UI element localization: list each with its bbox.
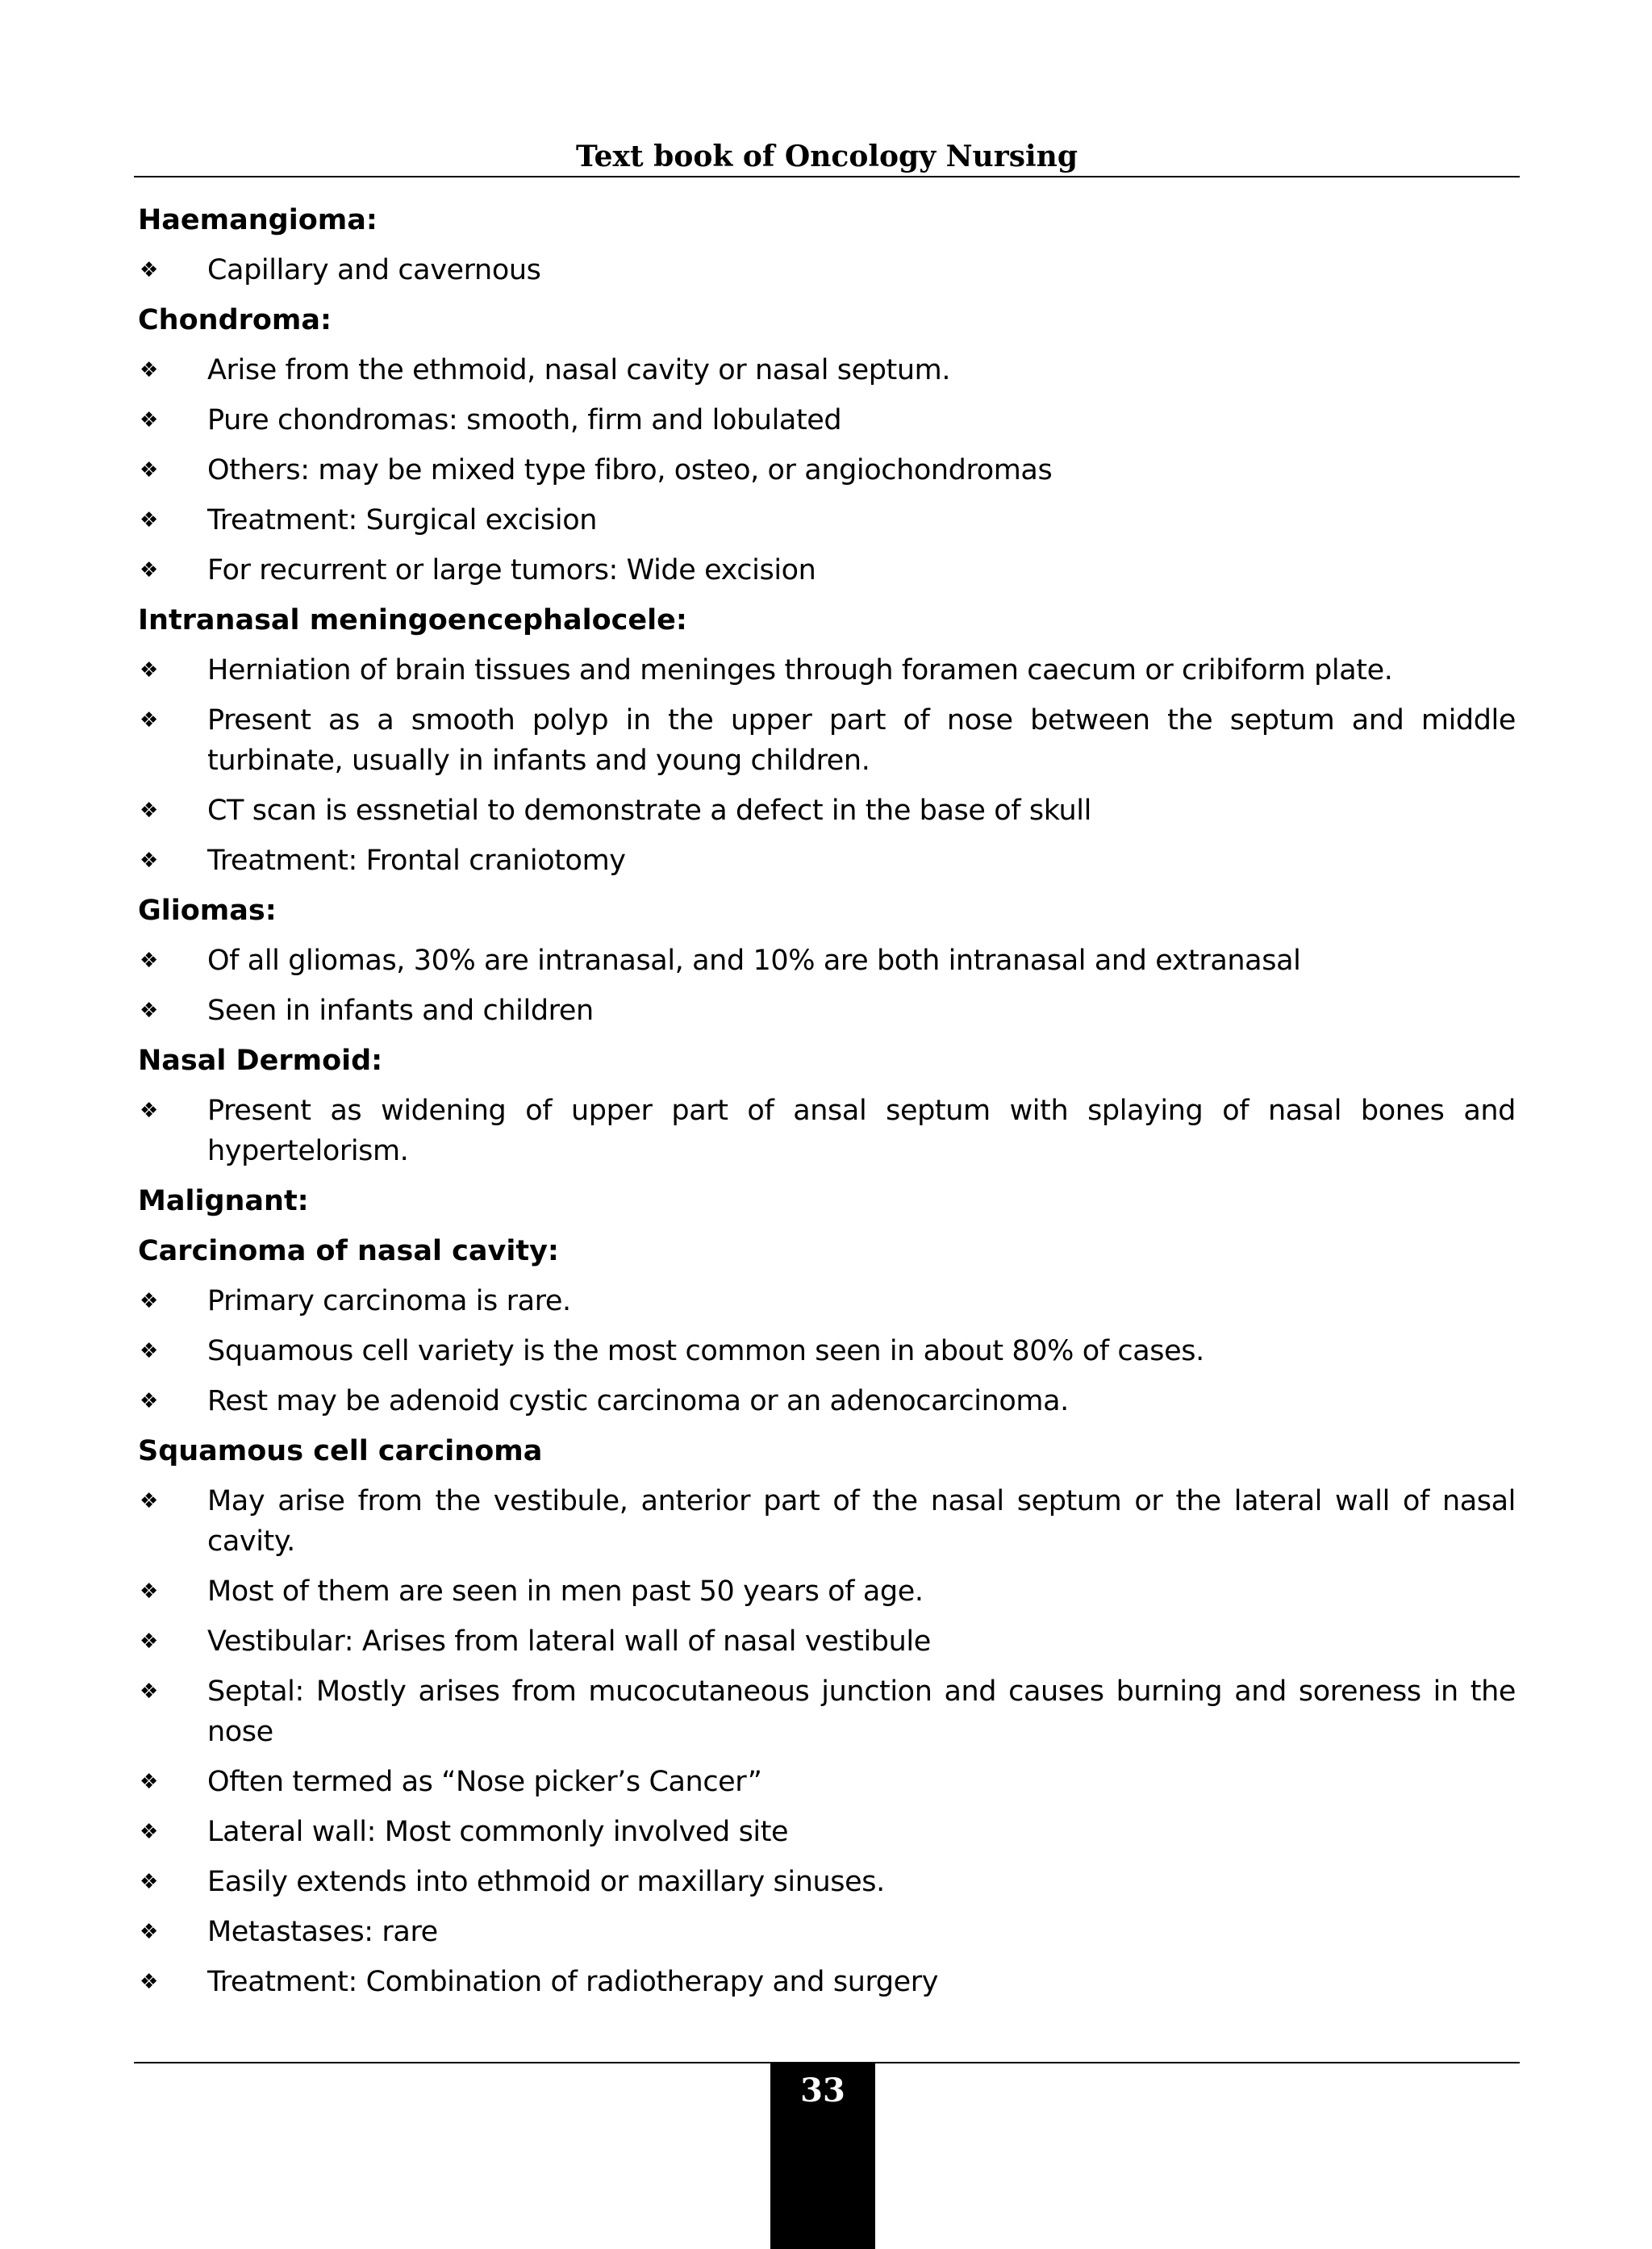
list-item	[138, 1326, 1516, 1376]
list-item	[138, 345, 1516, 395]
list-item-text: For recurrent or large tumors: Wide excision	[207, 554, 816, 586]
list-item	[138, 1567, 1516, 1617]
section-heading: Haemangioma:	[138, 204, 378, 236]
list-item	[138, 1376, 1516, 1426]
list-item-text: Others: may be mixed type fibro, osteo, or angiochondromas	[207, 454, 1053, 486]
list-item-text: Treatment: Surgical excision	[207, 504, 598, 536]
list-item	[138, 495, 1516, 545]
diamond-bullet-icon: ❖	[140, 358, 159, 382]
diamond-bullet-icon: ❖	[140, 1289, 159, 1313]
section-heading: Malignant:	[138, 1185, 309, 1217]
section-heading: Nasal Dermoid:	[138, 1045, 383, 1077]
list-item-text: Present as a smooth polyp in the upper part of nose between the septum and middle turbinate, usually in infants and young children.	[207, 704, 1516, 777]
diamond-bullet-icon: ❖	[140, 1770, 159, 1794]
list-item	[138, 836, 1516, 886]
list-item-text: Easily extends into ethmoid or maxillary sinuses.	[207, 1866, 885, 1898]
list-item	[138, 695, 1516, 786]
list-item	[138, 1807, 1516, 1857]
list-item-text: Rest may be adenoid cystic carcinoma or an adenocarcinoma.	[207, 1385, 1069, 1417]
diamond-bullet-icon: ❖	[140, 1339, 159, 1363]
list-item	[138, 986, 1516, 1036]
diamond-bullet-icon: ❖	[140, 1870, 159, 1894]
diamond-bullet-icon: ❖	[140, 458, 159, 482]
diamond-bullet-icon: ❖	[140, 1579, 159, 1604]
list-item-text: Of all gliomas, 30% are intranasal, and 10% are both intranasal and extranasal	[207, 945, 1301, 977]
section-heading: Squamous cell carcinoma	[138, 1435, 543, 1467]
list-item	[138, 1276, 1516, 1326]
diamond-bullet-icon: ❖	[140, 849, 159, 873]
running-header: Text book of Oncology Nursing	[575, 140, 1078, 173]
diamond-bullet-icon: ❖	[140, 1489, 159, 1513]
list-item-text: Most of them are seen in men past 50 years of age.	[207, 1575, 924, 1608]
section-heading: Carcinoma of nasal cavity:	[138, 1235, 559, 1267]
diamond-bullet-icon: ❖	[140, 408, 159, 432]
diamond-bullet-icon: ❖	[140, 1920, 159, 1944]
diamond-bullet-icon: ❖	[140, 558, 159, 582]
list-item	[138, 395, 1516, 445]
diamond-bullet-icon: ❖	[140, 1629, 159, 1654]
diamond-bullet-icon: ❖	[140, 1679, 159, 1704]
list-item	[138, 1857, 1516, 1907]
header-rule	[134, 176, 1520, 177]
page-body	[138, 195, 1516, 2007]
list-item	[138, 1086, 1516, 1176]
list-item-text: Primary carcinoma is rare.	[207, 1285, 571, 1317]
diamond-bullet-icon: ❖	[140, 799, 159, 823]
list-item-text: May arise from the vestibule, anterior part of the nasal septum or the lateral wall of nasal cavity.	[207, 1485, 1516, 1558]
list-item-text: Septal: Mostly arises from mucocutaneous junction and causes burning and soreness in the nose	[207, 1675, 1516, 1748]
list-item	[138, 1617, 1516, 1667]
list-item-text: Lateral wall: Most commonly involved site	[207, 1816, 789, 1848]
page-number: 33	[800, 2072, 845, 2109]
list-item	[138, 936, 1516, 986]
list-item	[138, 1907, 1516, 1957]
diamond-bullet-icon: ❖	[140, 708, 159, 732]
list-item-text: Metastases: rare	[207, 1916, 438, 1948]
list-item	[138, 645, 1516, 695]
diamond-bullet-icon: ❖	[140, 1099, 159, 1123]
section-heading: Intranasal meningoencephalocele:	[138, 604, 687, 636]
diamond-bullet-icon: ❖	[140, 1970, 159, 1994]
list-item-text: Pure chondromas: smooth, firm and lobulated	[207, 404, 842, 436]
list-item	[138, 1476, 1516, 1567]
list-item	[138, 1957, 1516, 2007]
diamond-bullet-icon: ❖	[140, 1389, 159, 1413]
list-item-text: Capillary and cavernous	[207, 254, 541, 286]
list-item	[138, 786, 1516, 836]
list-item	[138, 1757, 1516, 1807]
list-item-text: CT scan is essnetial to demonstrate a defect in the base of skull	[207, 795, 1091, 827]
list-item-text: Seen in infants and children	[207, 995, 594, 1027]
list-item	[138, 445, 1516, 495]
section-heading: Gliomas:	[138, 895, 277, 927]
list-item-text: Treatment: Frontal craniotomy	[207, 845, 626, 877]
diamond-bullet-icon: ❖	[140, 658, 159, 682]
list-item-text: Treatment: Combination of radiotherapy and surgery	[207, 1966, 939, 1998]
diamond-bullet-icon: ❖	[140, 999, 159, 1023]
diamond-bullet-icon: ❖	[140, 508, 159, 532]
diamond-bullet-icon: ❖	[140, 949, 159, 973]
list-item-text: Vestibular: Arises from lateral wall of nasal vestibule	[207, 1625, 931, 1658]
list-item-text: Squamous cell variety is the most common seen in about 80% of cases.	[207, 1335, 1204, 1367]
list-item-text: Herniation of brain tissues and meninges through foramen caecum or cribiform plate.	[207, 654, 1393, 686]
section-heading: Chondroma:	[138, 304, 332, 336]
list-item-text: Often termed as “Nose picker’s Cancer”	[207, 1766, 762, 1798]
list-item	[138, 545, 1516, 595]
list-item	[138, 1667, 1516, 1757]
list-item-text: Arise from the ethmoid, nasal cavity or nasal septum.	[207, 354, 951, 386]
diamond-bullet-icon: ❖	[140, 258, 159, 282]
diamond-bullet-icon: ❖	[140, 1820, 159, 1844]
list-item	[138, 245, 1516, 295]
list-item-text: Present as widening of upper part of ansal septum with splaying of nasal bones and hypertelorism.	[207, 1095, 1516, 1167]
